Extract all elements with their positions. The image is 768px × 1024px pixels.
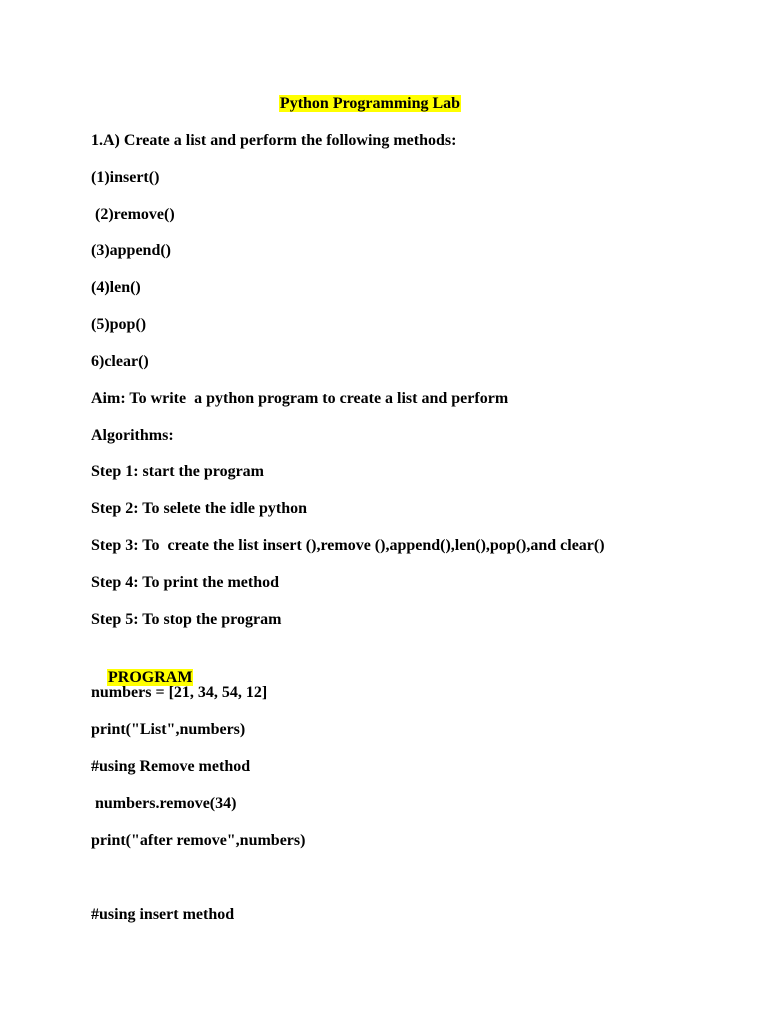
program-highlight: PROGRAM (108, 669, 193, 686)
step-4: Step 4: To print the method (91, 574, 280, 591)
algorithms-heading: Algorithms: (91, 427, 174, 444)
code-line-4: numbers.remove(34) (91, 795, 237, 812)
method-insert: (1)insert() (91, 169, 160, 186)
method-remove: (2)remove() (91, 206, 175, 223)
step-2: Step 2: To selete the idle python (91, 500, 308, 517)
document-title (0, 93, 740, 115)
method-pop: (5)pop() (91, 316, 147, 333)
step-1: Step 1: start the program (91, 463, 265, 480)
title-highlight: Python Programming Lab (279, 95, 461, 112)
method-append: (3)append() (91, 242, 172, 259)
task-heading: 1.A) Create a list and perform the following methods: (91, 132, 457, 149)
code-line-5: print("after remove",numbers) (91, 832, 306, 849)
code-line-1: numbers = [21, 34, 54, 12] (91, 684, 268, 701)
code-line-6: #using insert method (91, 906, 235, 923)
step-5: Step 5: To stop the program (91, 611, 282, 628)
code-line-2: print("List",numbers) (91, 721, 246, 738)
method-len: (4)len() (91, 279, 141, 296)
step-3: Step 3: To create the list insert (),remove (),append(),len(),pop(),and clear() (91, 537, 605, 554)
method-clear: 6)clear() (91, 353, 149, 370)
code-line-3: #using Remove method (91, 758, 251, 775)
aim-text: Aim: To write a python program to create a list and perform (91, 390, 509, 407)
